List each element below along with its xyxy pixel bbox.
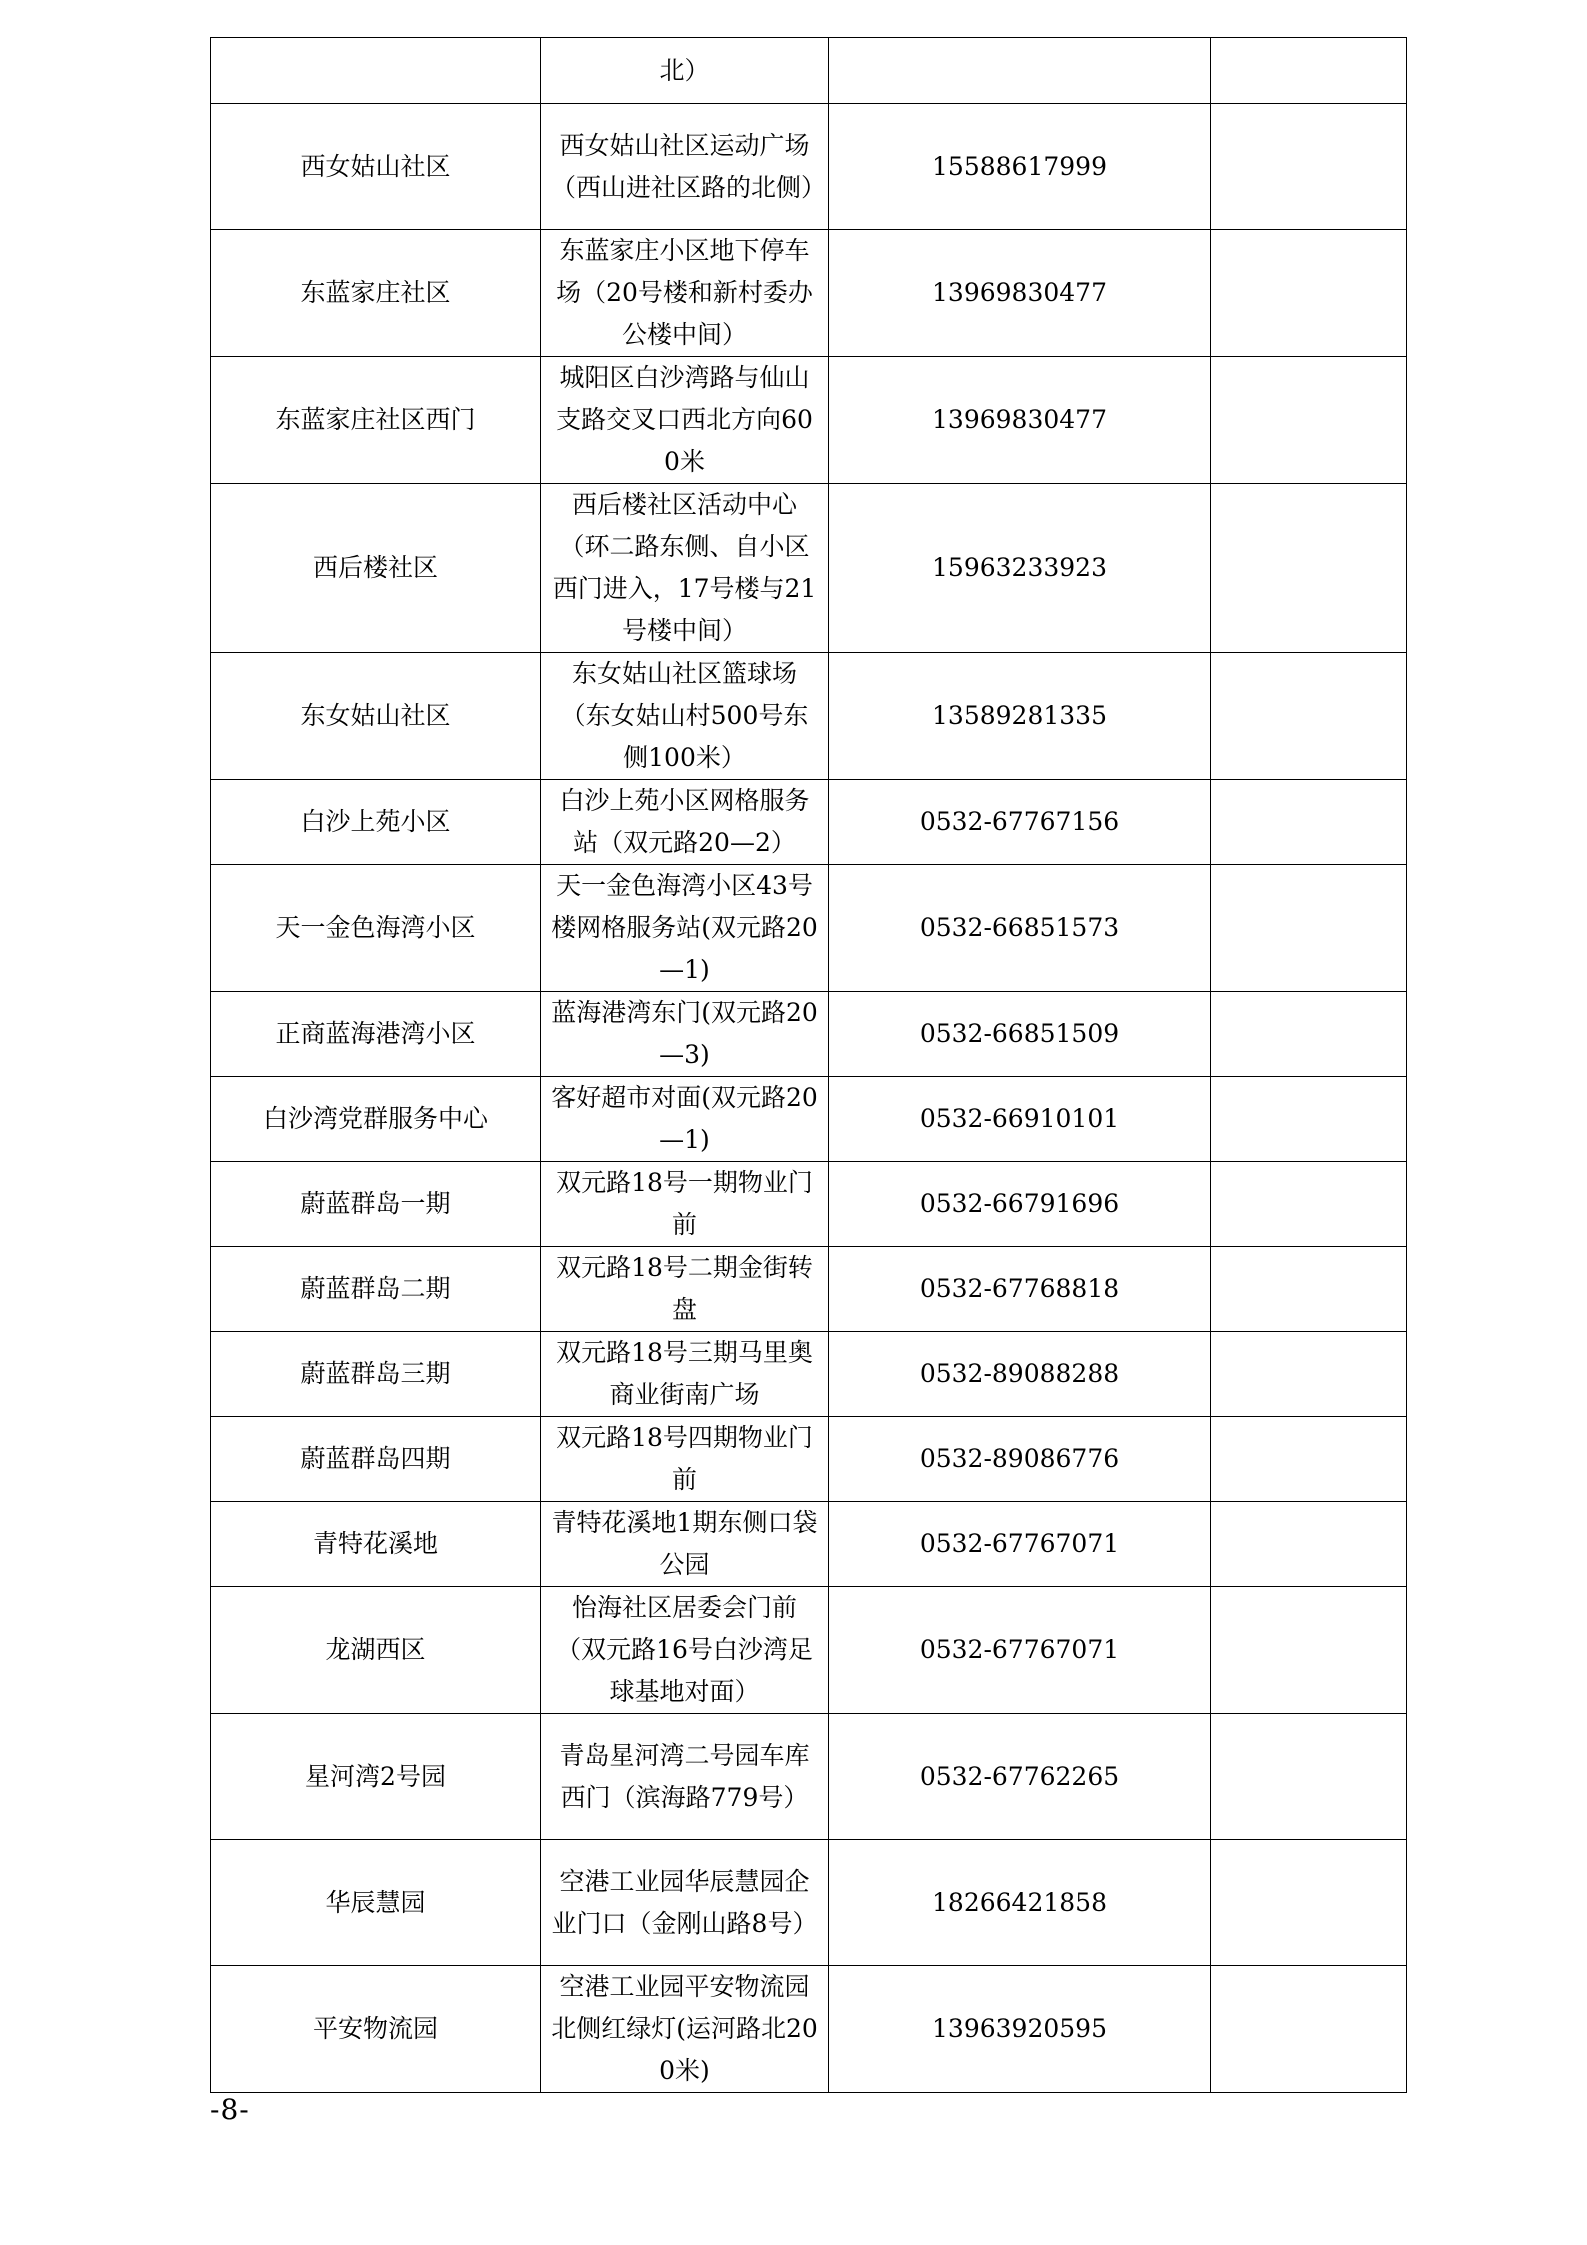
community-cell: 东女姑山社区 bbox=[211, 653, 541, 780]
phone-cell bbox=[829, 38, 1211, 104]
note-cell bbox=[1211, 1714, 1407, 1840]
location-cell: 怡海社区居委会门前（双元路16号白沙湾足球基地对面） bbox=[541, 1587, 829, 1714]
location-cell: 天一金色海湾小区43号楼网格服务站(双元路20—1) bbox=[541, 865, 829, 992]
table-row bbox=[211, 865, 1407, 992]
phone-cell: 0532-89088288 bbox=[829, 1332, 1211, 1417]
community-cell: 蔚蓝群岛三期 bbox=[211, 1332, 541, 1417]
note-cell bbox=[1211, 104, 1407, 230]
phone-cell: 13963920595 bbox=[829, 1966, 1211, 2093]
phone-cell: 0532-67767156 bbox=[829, 780, 1211, 865]
location-cell: 空港工业园华辰慧园企业门口（金刚山路8号） bbox=[541, 1840, 829, 1966]
note-cell bbox=[1211, 1502, 1407, 1587]
location-cell: 西后楼社区活动中心（环二路东侧、自小区西门进入，17号楼与21号楼中间） bbox=[541, 484, 829, 653]
note-cell bbox=[1211, 38, 1407, 104]
table-row bbox=[211, 780, 1407, 865]
table-row bbox=[211, 653, 1407, 780]
community-cell: 平安物流园 bbox=[211, 1966, 541, 2093]
phone-cell: 13969830477 bbox=[829, 357, 1211, 484]
community-cell: 东蓝家庄社区西门 bbox=[211, 357, 541, 484]
community-cell: 青特花溪地 bbox=[211, 1502, 541, 1587]
note-cell bbox=[1211, 653, 1407, 780]
location-table bbox=[210, 37, 1407, 2093]
location-cell: 双元路18号三期马里奥商业街南广场 bbox=[541, 1332, 829, 1417]
location-cell: 东女姑山社区篮球场（东女姑山村500号东侧100米） bbox=[541, 653, 829, 780]
community-cell bbox=[211, 38, 541, 104]
location-cell: 青特花溪地1期东侧口袋公园 bbox=[541, 1502, 829, 1587]
community-cell: 白沙上苑小区 bbox=[211, 780, 541, 865]
phone-cell: 0532-66791696 bbox=[829, 1162, 1211, 1247]
note-cell bbox=[1211, 1840, 1407, 1966]
page-number: -8- bbox=[210, 2093, 250, 2126]
location-cell: 蓝海港湾东门(双元路20—3) bbox=[541, 992, 829, 1077]
community-cell: 龙湖西区 bbox=[211, 1587, 541, 1714]
table-row bbox=[211, 357, 1407, 484]
location-cell: 双元路18号一期物业门前 bbox=[541, 1162, 829, 1247]
note-cell bbox=[1211, 1077, 1407, 1162]
phone-cell: 0532-67767071 bbox=[829, 1502, 1211, 1587]
phone-cell: 15963233923 bbox=[829, 484, 1211, 653]
note-cell bbox=[1211, 1417, 1407, 1502]
table-row bbox=[211, 104, 1407, 230]
community-cell: 蔚蓝群岛二期 bbox=[211, 1247, 541, 1332]
note-cell bbox=[1211, 1587, 1407, 1714]
location-cell: 双元路18号四期物业门前 bbox=[541, 1417, 829, 1502]
location-cell: 东蓝家庄小区地下停车场（20号楼和新村委办公楼中间） bbox=[541, 230, 829, 357]
phone-cell: 0532-66851509 bbox=[829, 992, 1211, 1077]
table-row bbox=[211, 1587, 1407, 1714]
location-cell: 城阳区白沙湾路与仙山支路交叉口西北方向600米 bbox=[541, 357, 829, 484]
phone-cell: 15588617999 bbox=[829, 104, 1211, 230]
phone-cell: 0532-67767071 bbox=[829, 1587, 1211, 1714]
phone-cell: 18266421858 bbox=[829, 1840, 1211, 1966]
phone-cell: 0532-66851573 bbox=[829, 865, 1211, 992]
table-row bbox=[211, 992, 1407, 1077]
community-cell: 蔚蓝群岛一期 bbox=[211, 1162, 541, 1247]
note-cell bbox=[1211, 780, 1407, 865]
location-cell: 白沙上苑小区网格服务站（双元路20—2） bbox=[541, 780, 829, 865]
community-cell: 西后楼社区 bbox=[211, 484, 541, 653]
phone-cell: 0532-67762265 bbox=[829, 1714, 1211, 1840]
location-cell: 空港工业园平安物流园北侧红绿灯(运河路北200米) bbox=[541, 1966, 829, 2093]
phone-cell: 13969830477 bbox=[829, 230, 1211, 357]
community-cell: 天一金色海湾小区 bbox=[211, 865, 541, 992]
note-cell bbox=[1211, 992, 1407, 1077]
table-row bbox=[211, 1966, 1407, 2093]
phone-cell: 0532-66910101 bbox=[829, 1077, 1211, 1162]
table-row bbox=[211, 1840, 1407, 1966]
table-row bbox=[211, 230, 1407, 357]
table-row bbox=[211, 1332, 1407, 1417]
community-cell: 正商蓝海港湾小区 bbox=[211, 992, 541, 1077]
note-cell bbox=[1211, 1247, 1407, 1332]
location-cell: 双元路18号二期金街转盘 bbox=[541, 1247, 829, 1332]
phone-cell: 0532-67768818 bbox=[829, 1247, 1211, 1332]
note-cell bbox=[1211, 1162, 1407, 1247]
note-cell bbox=[1211, 865, 1407, 992]
phone-cell: 0532-89086776 bbox=[829, 1417, 1211, 1502]
note-cell bbox=[1211, 357, 1407, 484]
community-cell: 东蓝家庄社区 bbox=[211, 230, 541, 357]
table-row bbox=[211, 1077, 1407, 1162]
table-row bbox=[211, 38, 1407, 104]
location-cell: 青岛星河湾二号园车库西门（滨海路779号） bbox=[541, 1714, 829, 1840]
location-cell: 客好超市对面(双元路20—1) bbox=[541, 1077, 829, 1162]
location-cell: 北） bbox=[541, 38, 829, 104]
phone-cell: 13589281335 bbox=[829, 653, 1211, 780]
note-cell bbox=[1211, 1966, 1407, 2093]
community-cell: 蔚蓝群岛四期 bbox=[211, 1417, 541, 1502]
location-cell: 西女姑山社区运动广场（西山进社区路的北侧） bbox=[541, 104, 829, 230]
community-cell: 白沙湾党群服务中心 bbox=[211, 1077, 541, 1162]
table-row bbox=[211, 1714, 1407, 1840]
community-cell: 西女姑山社区 bbox=[211, 104, 541, 230]
table-row bbox=[211, 1162, 1407, 1247]
table-row bbox=[211, 484, 1407, 653]
note-cell bbox=[1211, 230, 1407, 357]
table-row bbox=[211, 1417, 1407, 1502]
table-row bbox=[211, 1247, 1407, 1332]
community-cell: 星河湾2号园 bbox=[211, 1714, 541, 1840]
table-row bbox=[211, 1502, 1407, 1587]
community-cell: 华辰慧园 bbox=[211, 1840, 541, 1966]
note-cell bbox=[1211, 484, 1407, 653]
note-cell bbox=[1211, 1332, 1407, 1417]
